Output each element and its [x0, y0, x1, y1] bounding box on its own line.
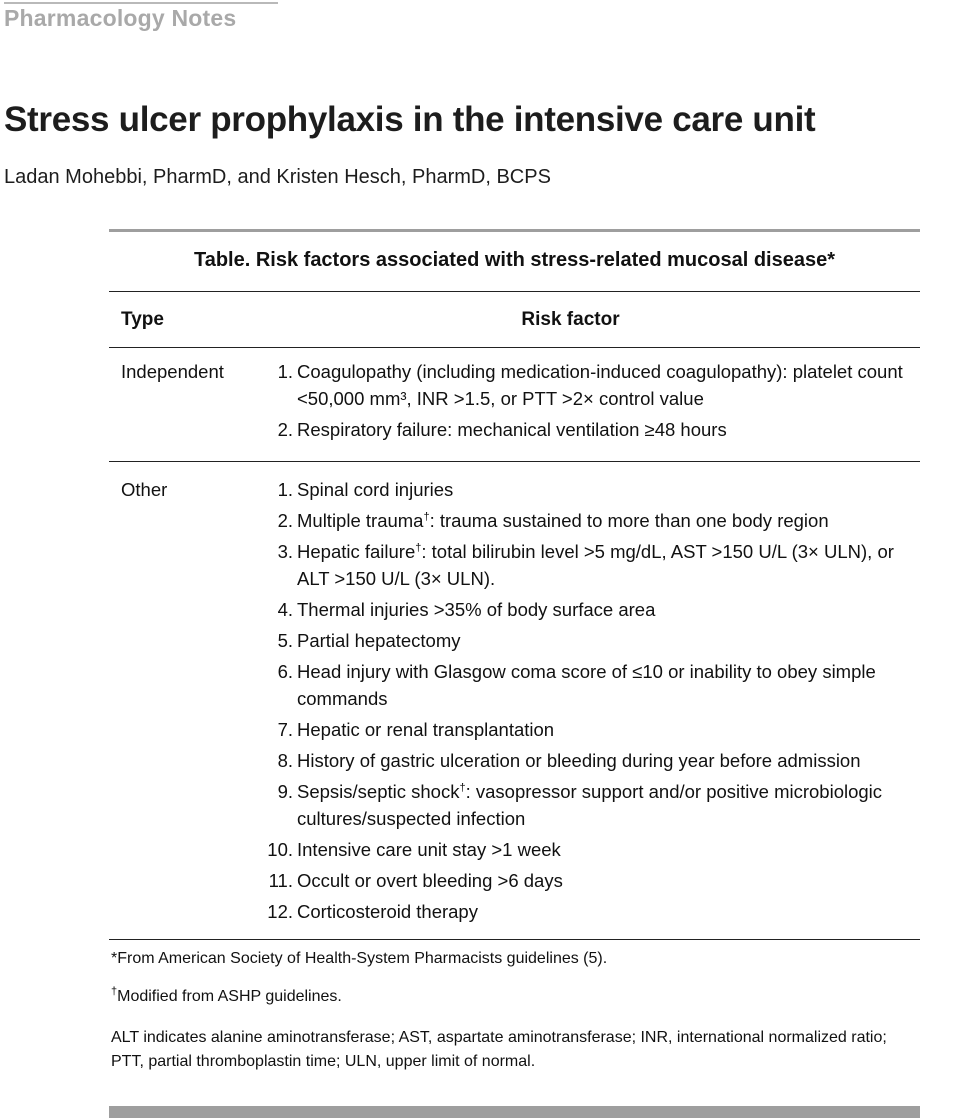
item-number: 8. — [277, 750, 293, 771]
item-text-rest: : total bilirubin level >5 mg/dL, AST >150 U/L (3× ULN), or ALT >150 U/L (3× ULN). — [297, 541, 894, 589]
risk-factor-table — [109, 229, 920, 1074]
list-item — [261, 507, 910, 534]
bottom-bar — [109, 1106, 920, 1118]
section-type-label: Independent — [121, 361, 224, 382]
footnote-abbreviations: ALT indicates alanine aminotransferase; AST, aspartate aminotransferase; INR, international normalized ratio; PTT, partial thromboplastin time; ULN, upper limit of normal. — [111, 1029, 887, 1070]
list-item — [261, 747, 910, 774]
list-item — [261, 476, 910, 503]
list-item — [261, 716, 910, 743]
dagger-mark: † — [111, 985, 118, 998]
item-text-group — [295, 778, 910, 832]
risk-factor-list — [261, 476, 920, 929]
list-item — [261, 538, 910, 592]
item-number: 6. — [277, 661, 293, 682]
table-caption: Table. Risk factors associated with stress-related mucosal disease* — [193, 249, 835, 271]
item-number: 7. — [277, 719, 293, 740]
item-number: 12. — [267, 901, 293, 922]
article-authors: Ladan Mohebbi, PharmD, and Kristen Hesch, PharmD, BCPS — [4, 166, 551, 188]
item-number: 1. — [277, 361, 293, 382]
item-number: 2. — [277, 419, 293, 440]
item-text: Head injury with Glasgow coma score of ≤10 or inability to obey simple commands — [297, 661, 876, 709]
list-item — [261, 358, 910, 412]
item-text: Corticosteroid therapy — [297, 901, 478, 922]
list-item — [261, 658, 910, 712]
section-header — [4, 2, 278, 32]
item-text-group — [295, 507, 910, 534]
item-number: 2. — [277, 510, 293, 531]
item-text: Occult or overt bleeding >6 days — [297, 870, 563, 891]
column-header-type: Type — [121, 308, 164, 330]
dagger-mark: † — [423, 510, 430, 523]
item-text: Intensive care unit stay >1 week — [297, 839, 561, 860]
list-item — [261, 627, 910, 654]
item-number: 4. — [277, 599, 293, 620]
item-text: Multiple trauma — [297, 510, 424, 531]
item-number: 3. — [277, 541, 293, 562]
item-text: Sepsis/septic shock — [297, 781, 460, 802]
table-section-independent — [109, 348, 920, 461]
footnote-dagger — [111, 985, 920, 1009]
list-item — [261, 898, 910, 925]
risk-factor-list — [261, 358, 920, 447]
item-text: Thermal injuries >35% of body surface area — [297, 599, 656, 620]
item-text-rest: : vasopressor support and/or positive microbiologic cultures/suspected infection — [297, 781, 883, 829]
item-number: 5. — [277, 630, 293, 651]
list-item — [261, 596, 910, 623]
item-text-group — [295, 538, 910, 592]
table-footnotes — [109, 947, 920, 1074]
section-type-label: Other — [121, 479, 168, 500]
item-text: Partial hepatectomy — [297, 630, 461, 651]
list-item — [261, 836, 910, 863]
item-number: 11. — [268, 870, 293, 891]
item-text: Coagulopathy (including medication-induced coagulopathy): platelet count <50,000 mm³, INR >1.5, or PTT >2× control value — [297, 361, 903, 409]
article-title: Stress ulcer prophylaxis in the intensive care unit — [4, 100, 816, 139]
item-text-rest: : trauma sustained to more than one body region — [429, 510, 829, 531]
table-header-row — [109, 292, 920, 347]
footnote-dagger-text: Modified from ASHP guidelines. — [117, 988, 342, 1005]
item-text: Spinal cord injuries — [297, 479, 454, 500]
table-section-other — [109, 462, 920, 939]
dagger-mark: † — [415, 541, 422, 554]
item-text: Hepatic failure — [297, 541, 416, 562]
item-text: History of gastric ulceration or bleeding during year before admission — [297, 750, 861, 771]
column-header-risk-factor: Risk factor — [521, 308, 620, 330]
item-text: Hepatic or renal transplantation — [297, 719, 555, 740]
section-header-label: Pharmacology Notes — [4, 5, 237, 31]
item-number: 10. — [267, 839, 293, 860]
list-item — [261, 867, 910, 894]
item-number: 9. — [277, 781, 293, 802]
list-item — [261, 778, 910, 832]
item-text: Respiratory failure: mechanical ventilation ≥48 hours — [297, 419, 727, 440]
footnote-asterisk: *From American Society of Health-System Pharmacists guidelines (5). — [111, 950, 608, 967]
item-number: 1. — [277, 479, 293, 500]
table-rule — [109, 939, 920, 940]
dagger-mark: † — [459, 781, 466, 794]
list-item — [261, 416, 910, 443]
